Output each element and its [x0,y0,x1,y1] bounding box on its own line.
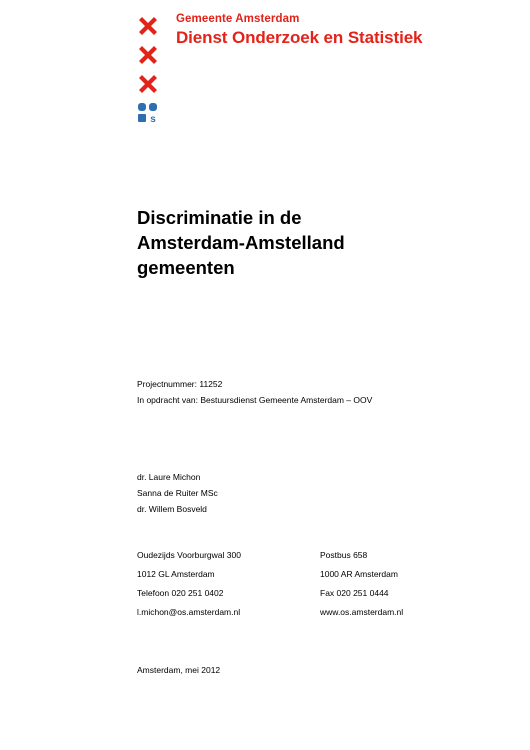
org-name-line1: Gemeente Amsterdam [176,13,300,25]
address-street: Oudezijds Voorburgwal 300 [137,550,241,560]
website-link[interactable]: www.os.amsterdam.nl [320,607,404,617]
x-cross-icon [137,44,159,66]
postbus: Postbus 658 [320,550,368,560]
x-cross-icon [137,15,159,37]
project-info [137,376,372,408]
fax-number: Fax 020 251 0444 [320,588,389,598]
title-line: Discriminatie in de [137,207,302,228]
email-link[interactable]: l.michon@os.amsterdam.nl [137,607,241,617]
author: dr. Laure Michon [137,472,201,482]
contact-postal [320,546,403,622]
amsterdam-logo [137,15,159,102]
address-postcode: 1012 GL Amsterdam [137,569,215,579]
title-line: Amsterdam-Amstelland [137,232,345,253]
title-line: gemeenten [137,257,235,278]
svg-text:s: s [150,114,156,124]
x-cross-icon [137,73,159,95]
postal-postcode: 1000 AR Amsterdam [320,569,398,579]
org-name-line2: Dienst Onderzoek en Statistiek [176,28,423,47]
document-title [137,205,437,280]
author-list [137,469,218,517]
contact-address [137,546,241,622]
project-number: Projectnummer: 11252 [137,379,223,389]
author: Sanna de Ruiter MSc [137,488,218,498]
phone-number: Telefoon 020 251 0402 [137,588,224,598]
os-logo-icon [137,102,159,124]
place-date: Amsterdam, mei 2012 [137,665,221,675]
author: dr. Willem Bosveld [137,504,207,514]
commissioned-by: In opdracht van: Bestuursdienst Gemeente Amsterdam – OOV [137,395,373,405]
